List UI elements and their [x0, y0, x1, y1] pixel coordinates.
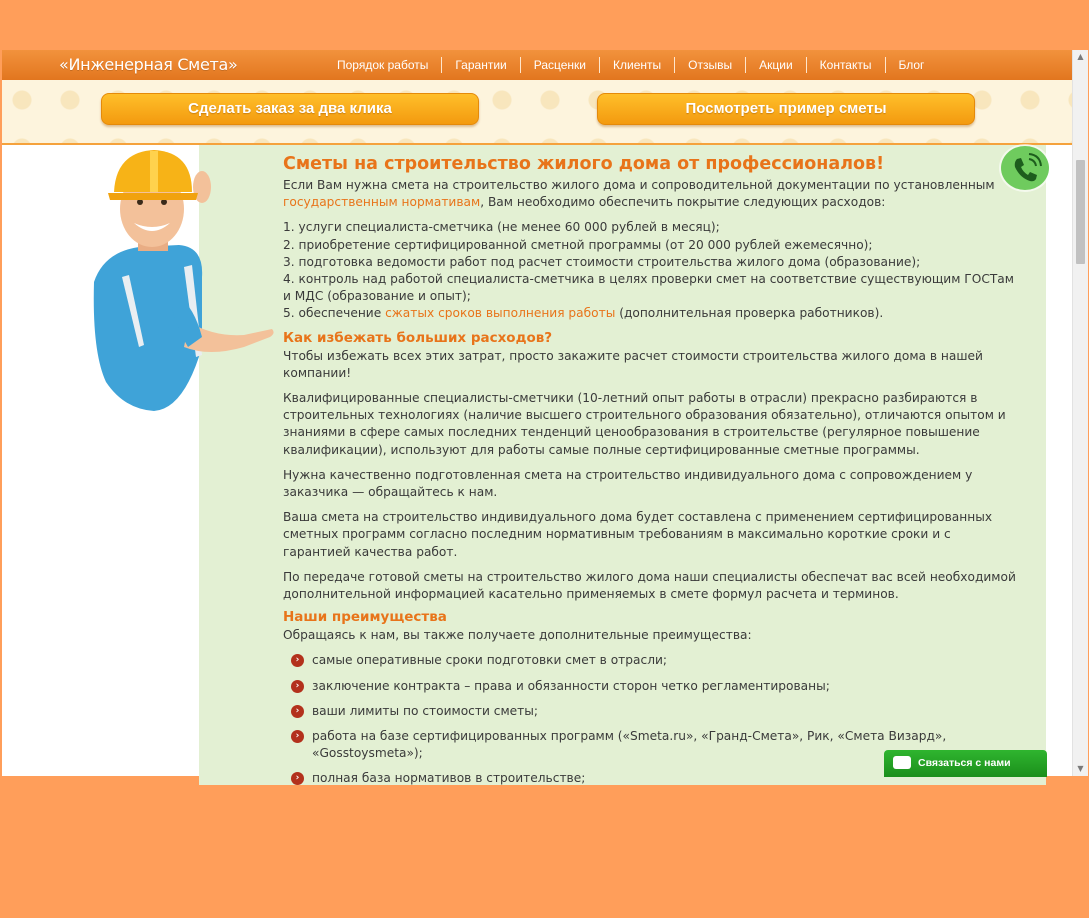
- intro-text-end: , Вам необходимо обеспечить покрытие следующих расходов:: [480, 195, 886, 210]
- nav-item-promotions[interactable]: Акции: [745, 57, 806, 73]
- example-estimate-button[interactable]: Посмотреть пример сметы: [597, 93, 975, 125]
- cost-item: 4. контроль над работой специалиста-сметчика в целях проверки смет на соответствие существующим ГОСТам и МДС (образование и опыт);: [283, 272, 1014, 304]
- vertical-scrollbar[interactable]: [1072, 50, 1088, 776]
- cost-item: [283, 305, 1018, 322]
- nav-item-contacts[interactable]: Контакты: [806, 57, 885, 73]
- intro-paragraph: [283, 177, 1018, 211]
- nav-item-prices[interactable]: Расценки: [520, 57, 599, 73]
- list-item-text: заключение контракта – права и обязанности сторон четко регламентированы;: [312, 678, 830, 693]
- list-item: [283, 652, 1018, 669]
- nav-item-reviews[interactable]: Отзывы: [674, 57, 745, 73]
- list-item-text: полная база нормативов в строительстве;: [312, 771, 586, 786]
- chevron-circle-right-icon: ›: [291, 654, 304, 667]
- list-item-text: работа на базе сертифицированных программ («Smeta.ru», «Гранд-Смета», Рик, «Смета Визард», «Gosstoysmeta»);: [312, 729, 947, 761]
- list-item: [283, 703, 1018, 720]
- order-button[interactable]: Сделать заказ за два клика: [101, 93, 479, 125]
- chevron-circle-right-icon: ›: [291, 730, 304, 743]
- heading-avoid-costs: Как избежать больших расходов?: [283, 329, 553, 346]
- scrollbar-thumb[interactable]: [1076, 160, 1085, 264]
- main-nav: [324, 50, 937, 80]
- paragraph: Квалифицированные специалисты-сметчики (10-летний опыт работы в отрасли) прекрасно разбираются в строительных технологиях (наличие высшего строительного образования обязательно), отличаются опытом и знаниями в сфере самых последних тенденций ценообразования в строительстве (регулярное повышение квалификации), используют для работы самые полные сертифицированные сметные программы.: [283, 391, 1006, 457]
- site-header: [2, 50, 1072, 80]
- costs-list: [283, 219, 1018, 322]
- cost-item-text: 5. обеспечение: [283, 306, 386, 321]
- scroll-down-arrow-icon[interactable]: ▼: [1077, 764, 1084, 773]
- advantages-intro: Обращаясь к нам, вы также получаете дополнительные преимущества:: [283, 628, 752, 643]
- paragraph: Нужна качественно подготовленная смета на строительство индивидуального дома с сопровождением у заказчика — обращайтесь к нам.: [283, 467, 973, 500]
- nav-item-guarantees[interactable]: Гарантии: [441, 57, 519, 73]
- cost-item: 1. услуги специалиста-сметчика (не менее 60 000 рублей в месяц);: [283, 220, 720, 235]
- short-deadlines-link[interactable]: сжатых сроков выполнения работы: [385, 306, 616, 321]
- article-title: Сметы на строительство жилого дома от профессионалов!: [283, 154, 885, 174]
- paragraph: По передаче готовой сметы на строительство жилого дома наши специалисты обеспечат вас всей необходимой дополнительной информацией касательно применяемых в смете формул расчета и терминов.: [283, 569, 1016, 602]
- paragraph: Ваша смета на строительство индивидуального дома будет составлена с применением сертифицированных сметных программ согласно последним нормативным требованиям в максимально короткие сроки и с гарантией качества работ.: [283, 510, 993, 559]
- cost-item: 2. приобретение сертифицированной сметной программы (от 20 000 рублей ежемесячно);: [283, 237, 873, 252]
- promo-band: [2, 80, 1072, 145]
- worker-illustration: [84, 147, 284, 417]
- chevron-circle-right-icon: ›: [291, 772, 304, 785]
- cost-item-text-end: (дополнительная проверка работников).: [615, 306, 884, 321]
- cost-item: 3. подготовка ведомости работ под расчет стоимости строительства жилого дома (образование);: [283, 254, 921, 269]
- contact-chat-button[interactable]: [884, 750, 1047, 777]
- scroll-up-arrow-icon[interactable]: ▲: [1077, 52, 1084, 61]
- article: [283, 153, 1018, 796]
- site-logo[interactable]: «Инженерная Смета»: [59, 55, 238, 74]
- state-norms-link[interactable]: государственным нормативам: [283, 195, 481, 210]
- chevron-circle-right-icon: ›: [291, 705, 304, 718]
- paragraph: Чтобы избежать всех этих затрат, просто закажите расчет стоимости строительства жилого дома в нашей компании!: [283, 348, 983, 380]
- nav-item-order[interactable]: Порядок работы: [337, 58, 429, 72]
- list-item: [283, 678, 1018, 695]
- chat-label: Связаться с нами: [918, 757, 1011, 769]
- chat-bubble-icon: [893, 756, 911, 769]
- chevron-circle-right-icon: ›: [291, 680, 304, 693]
- nav-item-clients[interactable]: Клиенты: [599, 57, 674, 73]
- list-item-text: ваши лимиты по стоимости сметы;: [312, 703, 538, 718]
- intro-text: Если Вам нужна смета на строительство жилого дома и сопроводительной документации по установленным: [283, 178, 995, 192]
- list-item-text: самые оперативные сроки подготовки смет в отрасли;: [312, 653, 668, 668]
- nav-item-blog[interactable]: Блог: [885, 57, 938, 73]
- browser-viewport: [2, 50, 1072, 786]
- heading-advantages: Наши преимущества: [283, 609, 447, 626]
